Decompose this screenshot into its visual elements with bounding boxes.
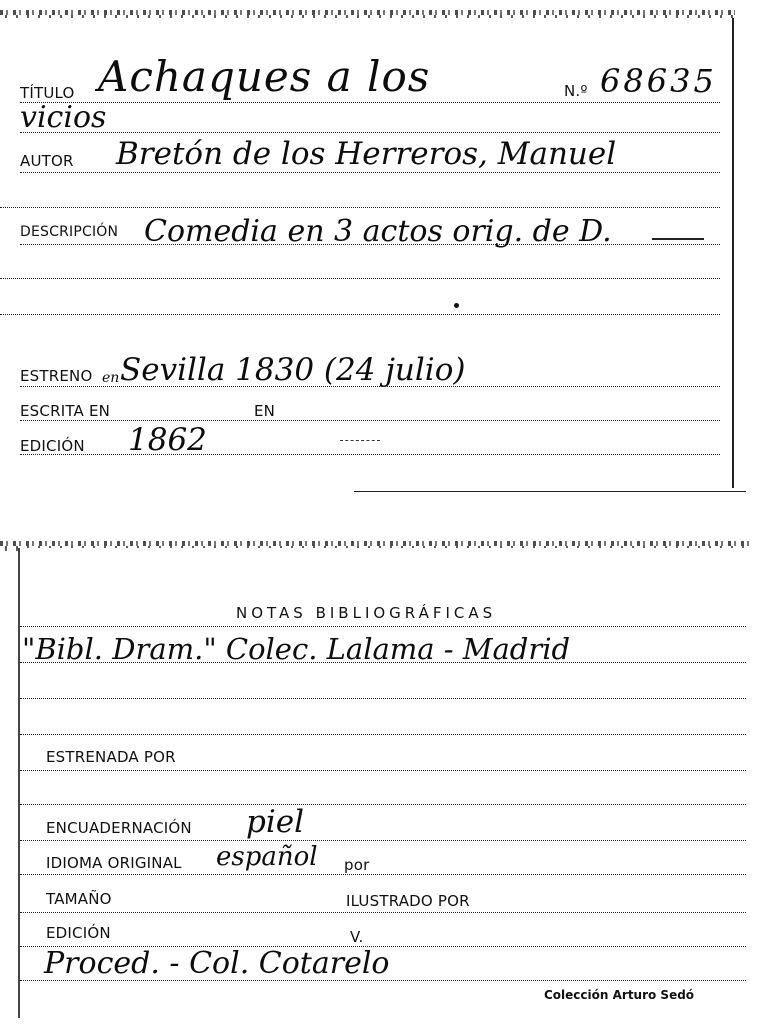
numero-label: N.º bbox=[564, 82, 588, 100]
titulo-label: TÍTULO bbox=[20, 84, 75, 102]
ink-dot bbox=[454, 303, 459, 308]
edicion-label: EDICIÓN bbox=[20, 437, 85, 455]
estreno-label: ESTRENO bbox=[20, 367, 93, 385]
encuadernacion-label: ENCUADERNACIÓN bbox=[46, 819, 192, 837]
edicion-line bbox=[20, 454, 720, 455]
tamano-line bbox=[20, 912, 746, 913]
titulo-value-cont: vicios bbox=[20, 100, 107, 135]
edicion-stroke bbox=[340, 440, 380, 441]
notas-line-3 bbox=[20, 734, 746, 735]
notas-line-1 bbox=[20, 662, 746, 663]
ilustrado-label: ILUSTRADO POR bbox=[346, 892, 470, 910]
estrenada-line bbox=[20, 770, 746, 771]
edicion2-label: EDICIÓN bbox=[46, 924, 111, 942]
escrita-line bbox=[20, 420, 720, 421]
notas-line-0 bbox=[20, 626, 746, 627]
blank-line-3 bbox=[0, 314, 720, 315]
idioma-value: español bbox=[216, 842, 318, 872]
titulo-cont-line bbox=[20, 132, 720, 133]
estreno-line bbox=[20, 386, 720, 387]
catalog-card-top bbox=[0, 18, 734, 488]
descripcion-label: DESCRIPCIÓN bbox=[20, 224, 119, 240]
por-label: por bbox=[344, 856, 370, 874]
autor-line bbox=[20, 172, 720, 173]
escrita-label: ESCRITA EN bbox=[20, 402, 111, 420]
autor-label: AUTOR bbox=[20, 152, 74, 170]
card1-bottom-edge bbox=[354, 491, 746, 492]
en-label: EN bbox=[254, 402, 276, 420]
numero-value: 68635 bbox=[600, 62, 717, 100]
autor-value: Bretón de los Herreros, Manuel bbox=[116, 136, 617, 172]
proced-line bbox=[20, 980, 746, 981]
catalog-card-bottom bbox=[18, 548, 748, 1018]
estrenada-label: ESTRENADA POR bbox=[46, 748, 176, 766]
coleccion-stamp: Colección Arturo Sedó bbox=[544, 988, 695, 1002]
edicion-value: 1862 bbox=[128, 422, 207, 458]
blank-line-4 bbox=[20, 804, 746, 805]
idioma-label: IDIOMA ORIGINAL bbox=[46, 854, 182, 872]
proced-value: Proced. - Col. Cotarelo bbox=[44, 946, 390, 981]
notas-value: "Bibl. Dram." Colec. Lalama - Madrid bbox=[22, 632, 571, 666]
estreno-value: Sevilla 1830 (24 julio) bbox=[120, 352, 466, 388]
notas-line-2 bbox=[20, 698, 746, 699]
descripcion-value: Comedia en 3 actos orig. de D. bbox=[144, 214, 612, 249]
encuadernacion-line bbox=[20, 840, 746, 841]
encuadernacion-value: piel bbox=[246, 804, 305, 840]
idioma-line bbox=[20, 874, 746, 875]
v-label: V. bbox=[350, 928, 364, 946]
descripcion-line bbox=[20, 244, 720, 245]
notas-title: NOTAS BIBLIOGRÁFICAS bbox=[236, 604, 497, 622]
blank-line-2 bbox=[0, 278, 720, 279]
estreno-prefix: en bbox=[102, 370, 120, 386]
descripcion-stroke bbox=[652, 238, 704, 240]
titulo-line bbox=[20, 102, 720, 103]
blank-line-1 bbox=[0, 207, 720, 208]
tamano-label: TAMAÑO bbox=[46, 890, 112, 908]
titulo-value: Achaques a los bbox=[98, 52, 431, 101]
